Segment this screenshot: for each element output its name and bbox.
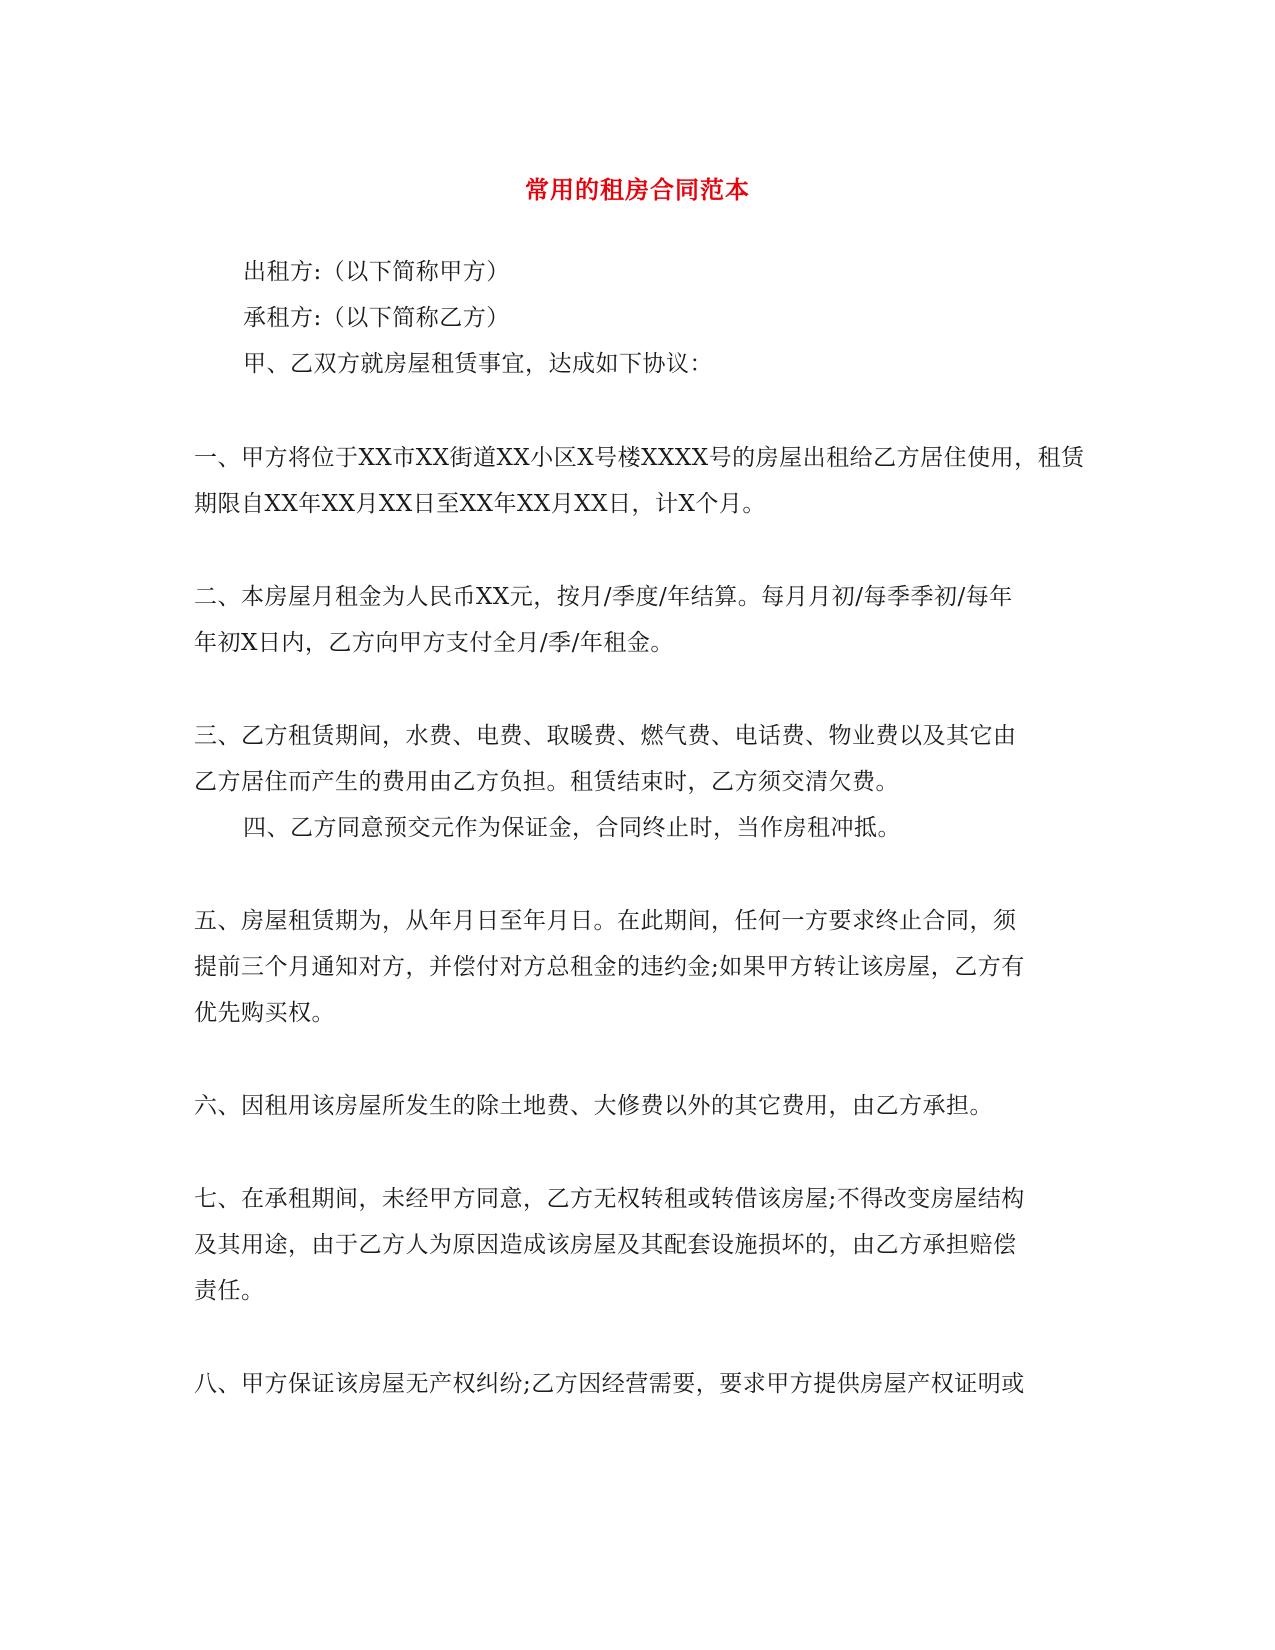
lessor-line: 出租方:（以下简称甲方） xyxy=(243,259,510,285)
clause-3-line-1: 三、乙方租赁期间，水费、电费、取暖费、燃气费、电话费、物业费以及其它由 xyxy=(194,723,1017,749)
lessee-line: 承租方:（以下简称乙方） xyxy=(243,305,510,331)
clause-1-line-2: 期限自XX年XX月XX日至XX年XX月XX日，计X个月。 xyxy=(194,491,766,517)
clause-7-line-3: 责任。 xyxy=(194,1278,265,1304)
clause-7-line-2: 及其用途，由于乙方人为原因造成该房屋及其配套设施损坏的，由乙方承担赔偿 xyxy=(194,1232,1017,1258)
clause-2-line-2: 年初X日内，乙方向甲方支付全月/季/年租金。 xyxy=(194,630,674,656)
clause-6: 六、因租用该房屋所发生的除土地费、大修费以外的其它费用，由乙方承担。 xyxy=(194,1093,993,1119)
clause-5-line-3: 优先购买权。 xyxy=(194,1000,335,1026)
clause-3-line-2: 乙方居住而产生的费用由乙方负担。租赁结束时，乙方须交清欠费。 xyxy=(194,769,899,795)
clause-8-line-1: 八、甲方保证该房屋无产权纠纷;乙方因经营需要，要求甲方提供房屋产权证明或 xyxy=(194,1371,1025,1397)
clause-5-line-1: 五、房屋租赁期为，从年月日至年月日。在此期间，任何一方要求终止合同，须 xyxy=(194,908,1017,934)
document-title: 常用的租房合同范本 xyxy=(525,175,750,204)
clause-2-line-1: 二、本房屋月租金为人民币XX元，按月/季度/年结算。每月月初/每季季初/每年 xyxy=(194,584,1013,610)
agreement-intro: 甲、乙双方就房屋租赁事宜，达成如下协议： xyxy=(243,351,713,377)
clause-7-line-1: 七、在承租期间，未经甲方同意，乙方无权转租或转借该房屋;不得改变房屋结构 xyxy=(194,1186,1025,1212)
clause-1-line-1: 一、甲方将位于XX市XX街道XX小区X号楼XXXX号的房屋出租给乙方居住使用，租赁 xyxy=(194,445,1085,471)
clause-5-line-2: 提前三个月通知对方，并偿付对方总租金的违约金;如果甲方转让该房屋，乙方有 xyxy=(194,954,1025,980)
clause-4: 四、乙方同意预交元作为保证金，合同终止时，当作房租冲抵。 xyxy=(243,815,901,841)
